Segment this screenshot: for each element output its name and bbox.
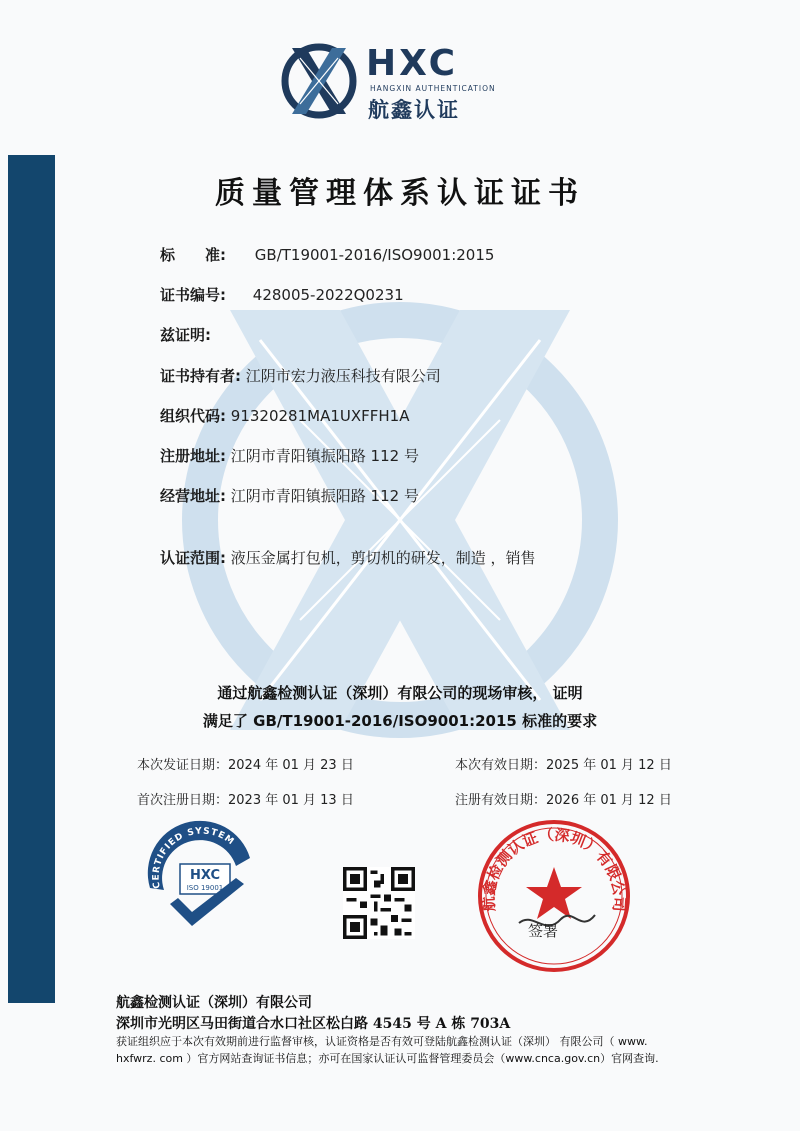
holder-row — [160, 366, 441, 386]
footer-note-line-2: hxfwrz. com ）官方网站查询证书信息；亦可在国家认证认可监督管理委员会（www.cnca.gov.cn）官网查询. — [116, 1052, 659, 1065]
logo-chinese-name: 航鑫认证 — [368, 98, 460, 122]
first-registration-date: 首次注册日期：2023 年 01 月 13 日 — [137, 793, 354, 808]
standard-label: 标 准: — [160, 246, 226, 264]
badge-ring-text: CERTIFIED SYSTEM — [151, 826, 237, 890]
qr-code-icon — [343, 867, 415, 939]
hxc-emblem-icon — [280, 42, 358, 120]
org-code-row — [160, 406, 409, 426]
footer-organization: 航鑫检测认证（深圳）有限公司 — [116, 995, 312, 1011]
footer-address: 深圳市光明区马田街道合水口社区松白路 4545 号 A 栋 703A — [116, 1016, 511, 1032]
hereby-label: 兹证明: — [160, 326, 211, 344]
reg-address-row — [160, 446, 419, 466]
reg-address-value: 江阴市青阳镇振阳路 112 号 — [230, 447, 419, 465]
company-seal — [473, 815, 635, 977]
standard-value: GB/T19001-2016/ISO9001:2015 — [254, 246, 495, 264]
issue-date: 本次发证日期：2024 年 01 月 23 日 — [137, 758, 354, 773]
star-icon — [526, 867, 582, 919]
holder-label: 证书持有者: — [160, 367, 241, 385]
scope-value: 液压金属打包机，剪切机的研发，制造 ，销售 — [230, 549, 536, 567]
cert-number-value: 428005-2022Q0231 — [252, 286, 404, 304]
statement-line-1: 通过航鑫检测认证（深圳）有限公司的现场审核， 证明 — [217, 684, 583, 702]
hereby-row — [160, 325, 211, 345]
reg-address-label: 注册地址: — [160, 447, 226, 465]
seal-ring-text: 航鑫检测认证（深圳）有限公司 — [479, 825, 629, 913]
holder-value: 江阴市宏力液压科技有限公司 — [245, 367, 441, 385]
certificate-title: 质量管理体系认证证书 — [215, 176, 585, 211]
hxc-logo — [280, 42, 505, 120]
op-address-label: 经营地址: — [160, 487, 226, 505]
standard-row — [160, 245, 494, 265]
left-color-bar — [8, 155, 55, 1003]
current-valid-date: 本次有效日期：2025 年 01 月 12 日 — [455, 758, 672, 773]
scope-label: 认证范围: — [160, 549, 226, 567]
op-address-row — [160, 486, 419, 506]
logo-subtitle: HANGXIN AUTHENTICATION — [370, 84, 496, 93]
statement-line-2: 满足了 GB/T19001-2016/ISO9001:2015 标准的要求 — [202, 712, 598, 730]
footer-note-line-1: 获证组织应于本次有效期前进行监督审核，认证资格是否有效可登陆航鑫检测认证（深圳） 有限公司（ www. — [116, 1035, 648, 1048]
badge-standard: ISO 19001 — [186, 884, 224, 892]
signature-label: 签署 — [528, 922, 559, 940]
op-address-value: 江阴市青阳镇振阳路 112 号 — [230, 487, 419, 505]
registration-valid-date: 注册有效日期：2026 年 01 月 12 日 — [455, 793, 672, 808]
cert-number-row — [160, 285, 404, 305]
org-code-label: 组织代码: — [160, 407, 226, 425]
certified-system-badge — [140, 818, 260, 938]
logo-brand-text: HXC — [366, 43, 459, 84]
scope-row — [160, 548, 536, 568]
badge-brand: HXC — [190, 868, 220, 883]
cert-number-label: 证书编号: — [160, 286, 226, 304]
org-code-value: 91320281MA1UXFFH1A — [230, 407, 410, 425]
